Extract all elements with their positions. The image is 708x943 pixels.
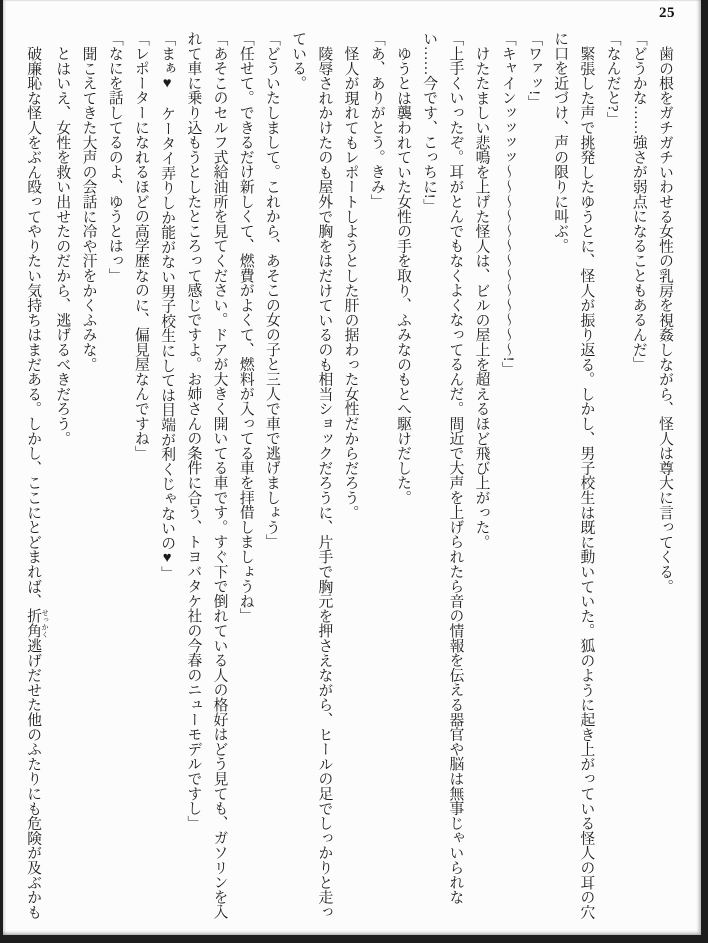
paragraph: 緊張した声で挑発したゆうとに、怪人が振り返る。しかし、男子校生は既に動いていた。狐のように起き上がっている怪人の耳の穴に口を近づけ、声の限りに叫ぶ。: [552, 31, 595, 919]
paragraph: とはいえ、女性を救い出せたのだから、逃げるべきだろう。: [54, 45, 71, 446]
paragraph: 聞こえてきた大声の会話に冷や汗をかくふみな。: [80, 45, 97, 372]
paragraph: 「なにを話してるのよ、ゆうとはっ」: [106, 31, 123, 283]
paragraph: 「どういたしまして。これから、あそこの女の子と三人で車で逃げましょう」: [263, 31, 280, 549]
book-page: [3, 0, 701, 935]
paragraph: 「あそこのセルフ式給油所を見てください。ドアが大きく開いてる車です。すぐ下で倒れている人の格好はどう見ても、ガソリンを入れて車に乗り込もうとしたところって感じですよ。お姉さんの条件に合う、トヨバタケ社の今春のニューモデルですし」: [185, 31, 228, 919]
page-text: [26, 31, 678, 923]
paragraph: けたたましい悲鳴を上げた怪人は、ビルの屋上を超えるほど飛び上がった。: [473, 45, 490, 549]
paragraph: 「任せて。できるだけ新しくて、燃費がよくて、燃料が入ってる車を拝借しましょうね」: [237, 31, 254, 623]
paragraph: 「上手くいったぞ。耳がとんでもなくよくなってるんだ。間近で大声を上げられたら音の情報を伝える器官や脳は無事じゃいられない……今です、こっちに!」: [421, 31, 464, 905]
paragraph: 歯の根をガチガチいわせる女性の乳房を視姦しながら、怪人は尊大に言ってくる。: [657, 45, 673, 594]
paragraph: 「レポーターになれるほどの高学歴なのに、偏見屋なんですね」: [132, 31, 149, 461]
paragraph: 怪人が現れてもレポートしようとした肝の据わった女性だからだろう。: [342, 45, 359, 520]
paragraph: 破廉恥な怪人をぶん殴ってやりたい気持ちはまだある。しかし、ここにとどまれば、折角 せっかく逃げだせた他のふたりにも危険が及ぶかも: [25, 45, 50, 920]
paragraph: 「なんだと?」: [604, 31, 621, 127]
paragraph: ゆうとは襲われていた女性の手を取り、ふみなのもとへ駆けだした。: [394, 45, 411, 505]
paragraph: 「キャインッッッッ〜〜〜〜〜〜〜〜〜〜〜〜〜!」: [499, 31, 516, 377]
paragraph: 「どうかな……強さが弱点になることもあるんだ」: [630, 31, 647, 372]
paragraph: 「まぁ♥ ケータイ弄りしか能がない男子校生にしては目端が利くじゃないの♥」: [159, 31, 176, 581]
paragraph: 陵辱されかけたのも屋外で胸をはだけているのも相当ショックだろうに、片手で胸元を押さえながら、ヒールの足でしっかりと走っている。: [290, 31, 333, 919]
paragraph: 「あ、ありがとう。きみ」: [368, 31, 385, 209]
paragraph: 「ワァッ!」: [525, 31, 542, 110]
page-number: 25: [659, 5, 675, 21]
